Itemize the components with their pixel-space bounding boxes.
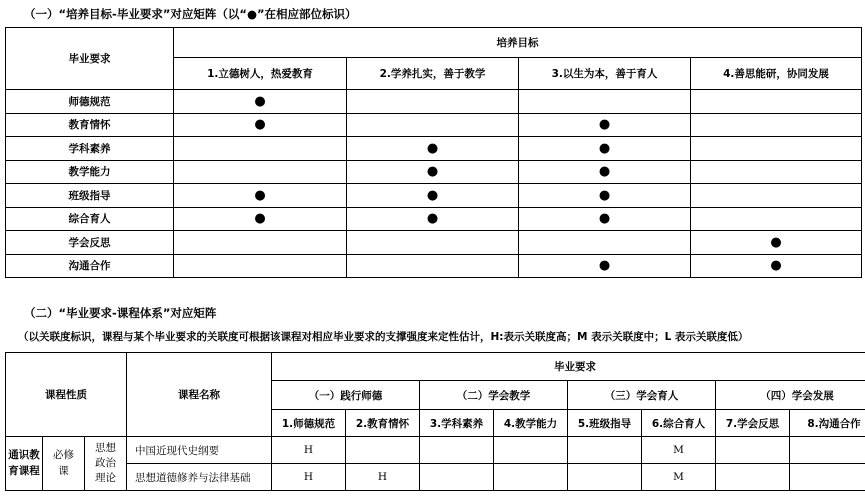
matrix-cell xyxy=(174,254,347,278)
req-subheader: 8.沟通合作 xyxy=(790,410,865,437)
matrix-cell xyxy=(347,254,519,278)
relevance-cell xyxy=(790,464,865,491)
req-subheader: 5.班级指导 xyxy=(568,410,642,437)
matrix-cell xyxy=(691,160,862,184)
matrix-cell xyxy=(174,184,347,208)
relevance-cell xyxy=(420,464,494,491)
support-dot: ● xyxy=(426,211,439,227)
matrix-cell xyxy=(174,137,347,161)
req-subheader: 4.教学能力 xyxy=(494,410,568,437)
course-module-cell: 思想政治理论 xyxy=(85,437,127,491)
matrix-cell xyxy=(347,137,519,161)
matrix-cell xyxy=(347,231,519,255)
goal-header: 1.立德树人，热爱教育 xyxy=(174,58,347,90)
course-name-cell: 思想道德修养与法律基础 xyxy=(127,464,272,491)
matrix-cell xyxy=(174,160,347,184)
requirement-label: 综合育人 xyxy=(6,207,174,231)
support-dot: ● xyxy=(598,187,611,203)
req-group-header: （三）学会育人 xyxy=(568,381,716,410)
req-subheader: 2.教育情怀 xyxy=(346,410,420,437)
requirement-label: 沟通合作 xyxy=(6,254,174,278)
relevance-cell: M xyxy=(642,464,716,491)
req-subheader: 1.师德规范 xyxy=(272,410,346,437)
requirement-label: 学科素养 xyxy=(6,137,174,161)
support-dot: ● xyxy=(426,187,439,203)
matrix-cell xyxy=(519,184,691,208)
requirement-row xyxy=(6,254,862,278)
req-header: 毕业要求 xyxy=(272,353,865,381)
course-name-cell: 中国近现代史纲要 xyxy=(127,437,272,464)
relevance-cell xyxy=(494,437,568,464)
requirement-label: 学会反思 xyxy=(6,231,174,255)
support-dot: ● xyxy=(426,164,439,180)
matrix-cell xyxy=(691,90,862,114)
matrix-cell xyxy=(174,113,347,137)
matrix-cell xyxy=(519,90,691,114)
matrix-cell xyxy=(691,254,862,278)
matrix-cell xyxy=(519,231,691,255)
req-subheader: 6.综合育人 xyxy=(642,410,716,437)
req-group-header: （四）学会发展 xyxy=(716,381,865,410)
relevance-cell: H xyxy=(272,437,346,464)
support-dot: ● xyxy=(254,211,266,227)
support-dot: ● xyxy=(598,211,611,227)
relevance-cell xyxy=(568,437,642,464)
matrix-cell xyxy=(691,231,862,255)
section1-heading: （一）“培养目标-毕业要求”对应矩阵（以“●”在相应部位标识） xyxy=(24,7,357,21)
matrix-cell xyxy=(174,207,347,231)
matrix-cell xyxy=(691,184,862,208)
requirement-label: 教学能力 xyxy=(6,160,174,184)
support-dot: ● xyxy=(426,140,439,156)
requirement-row xyxy=(6,231,862,255)
requirement-label: 教育情怀 xyxy=(6,113,174,137)
requirements-courses-matrix xyxy=(5,352,865,491)
section2-note: （以关联度标识，课程与某个毕业要求的关联度可根据该课程对相应毕业要求的支撑强度来定性估计，H:表示关联度高；M 表示关联度中；L 表示关联度低） xyxy=(18,331,749,343)
goal-header: 2.学养扎实，善于教学 xyxy=(347,58,519,90)
section2-heading: （二）“毕业要求-课程体系”对应矩阵 xyxy=(24,306,217,320)
matrix-cell xyxy=(691,207,862,231)
matrix-cell xyxy=(519,113,691,137)
requirement-row xyxy=(6,137,862,161)
matrix-cell xyxy=(519,137,691,161)
matrix-cell xyxy=(519,160,691,184)
requirement-label: 班级指导 xyxy=(6,184,174,208)
matrix-cell xyxy=(519,207,691,231)
req-group-header: （一）践行师德 xyxy=(272,381,420,410)
matrix1-body xyxy=(6,90,862,278)
support-dot: ● xyxy=(598,164,611,180)
relevance-cell xyxy=(346,437,420,464)
relevance-cell xyxy=(420,437,494,464)
support-dot: ● xyxy=(254,187,266,203)
support-dot: ● xyxy=(254,117,266,133)
relevance-cell: H xyxy=(346,464,420,491)
relevance-cell: H xyxy=(272,464,346,491)
requirement-row xyxy=(6,90,862,114)
support-dot: ● xyxy=(598,117,611,133)
relevance-cell: M xyxy=(642,437,716,464)
requirement-row xyxy=(6,160,862,184)
support-dot: ● xyxy=(770,258,782,274)
matrix-cell xyxy=(519,254,691,278)
relevance-cell xyxy=(568,464,642,491)
name-header: 课程名称 xyxy=(127,353,272,437)
support-dot: ● xyxy=(598,140,611,156)
support-dot: ● xyxy=(254,93,266,109)
relevance-cell xyxy=(716,437,790,464)
req-subheader: 3.学科素养 xyxy=(420,410,494,437)
row-header-cell xyxy=(6,28,174,90)
support-dot: ● xyxy=(770,234,782,250)
requirement-row xyxy=(6,207,862,231)
matrix-cell xyxy=(174,90,347,114)
goals-group-header: 培养目标 xyxy=(174,28,862,58)
matrix-cell xyxy=(347,113,519,137)
course-category-cell: 通识教育课程 xyxy=(6,437,43,491)
req-group-header: （二）学会教学 xyxy=(420,381,568,410)
nature-header: 课程性质 xyxy=(6,353,127,437)
matrix-cell xyxy=(347,184,519,208)
requirement-label: 师德规范 xyxy=(6,90,174,114)
goal-header: 4.善思能研，协同发展 xyxy=(691,58,862,90)
matrix-cell xyxy=(691,137,862,161)
relevance-cell xyxy=(494,464,568,491)
requirement-row xyxy=(6,184,862,208)
matrix-cell xyxy=(347,160,519,184)
requirement-row xyxy=(6,113,862,137)
requirements-header: 毕业要求 xyxy=(68,53,111,65)
relevance-cell xyxy=(716,464,790,491)
goal-header: 3.以生为本，善于育人 xyxy=(519,58,691,90)
matrix-cell xyxy=(691,113,862,137)
relevance-cell xyxy=(790,437,865,464)
matrix-cell xyxy=(347,207,519,231)
req-subheader: 7.学会反思 xyxy=(716,410,790,437)
goals-requirements-matrix xyxy=(5,27,862,278)
matrix-cell xyxy=(347,90,519,114)
course-type-cell: 必修课 xyxy=(43,437,85,491)
matrix-cell xyxy=(174,231,347,255)
support-dot: ● xyxy=(598,258,611,274)
